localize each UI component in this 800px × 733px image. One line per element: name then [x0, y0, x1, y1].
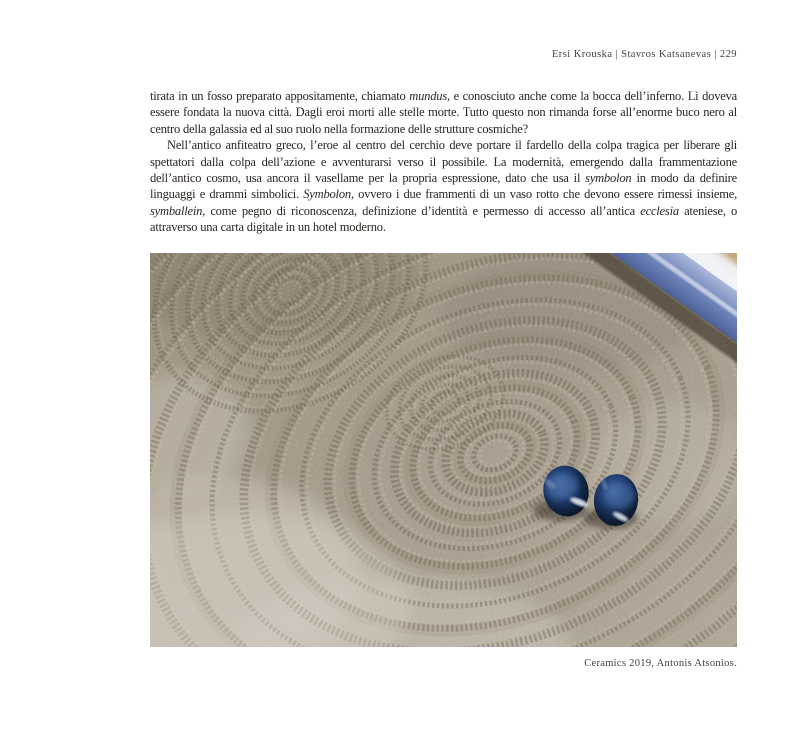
- italic-term: symbolon: [585, 171, 632, 186]
- text-run: , come pegno di riconoscenza, definizione d’identità e permesso di accesso all’antica: [202, 203, 641, 218]
- italic-term: ecclesia: [640, 203, 679, 218]
- text-run: tirata in un fosso preparato appositamente, chiamato: [150, 89, 410, 103]
- italic-term: Symbolon: [303, 187, 351, 202]
- text-run: , e conosciuto anche come la bocca dell’inferno. Lì doveva essere fondata la nuova città. Dagli eroi morti alle stelle morte. Tutto questo non rimanda forse all’enorme buco nero al centro della galassia ed al suo ruolo nella formazione delle strutture cosmiche?: [150, 89, 737, 136]
- figure-caption: Ceramics 2019, Antonis Atsonios.: [584, 658, 737, 669]
- running-header: [552, 49, 737, 60]
- italic-term: mundus: [409, 89, 447, 103]
- running-header-text: Ersi Krouska | Stavros Katsanevas | 229: [551, 49, 737, 60]
- paragraph-1: [150, 88, 737, 137]
- text-run: ateniese, o attraverso una carta digitale in un hotel moderno.: [150, 203, 737, 235]
- sand-spiral-photo: [150, 253, 737, 647]
- text-run: Nell’antico anfiteatro greco, l’eroe al centro del cerchio deve portare il fardello della colpa tragica per liberare gli spettatori dalla colpa dell’azione e avventurarsi verso il possibile. La modernità, emergendo dalla frammentazione dell’antico cosmo, usa ancora il vasellame per la propria espressione, dato che usa il: [150, 138, 737, 186]
- text-run: in modo da definire linguaggi e drammi simbolici.: [150, 171, 737, 202]
- figure-ceramics-photo: [150, 253, 737, 669]
- text-run: , ovvero i due frammenti di un vaso rotto che devono essere rimessi insieme,: [350, 187, 737, 202]
- paragraph-2: [150, 137, 737, 235]
- article-text: [150, 88, 737, 236]
- italic-term: symballein: [150, 203, 203, 218]
